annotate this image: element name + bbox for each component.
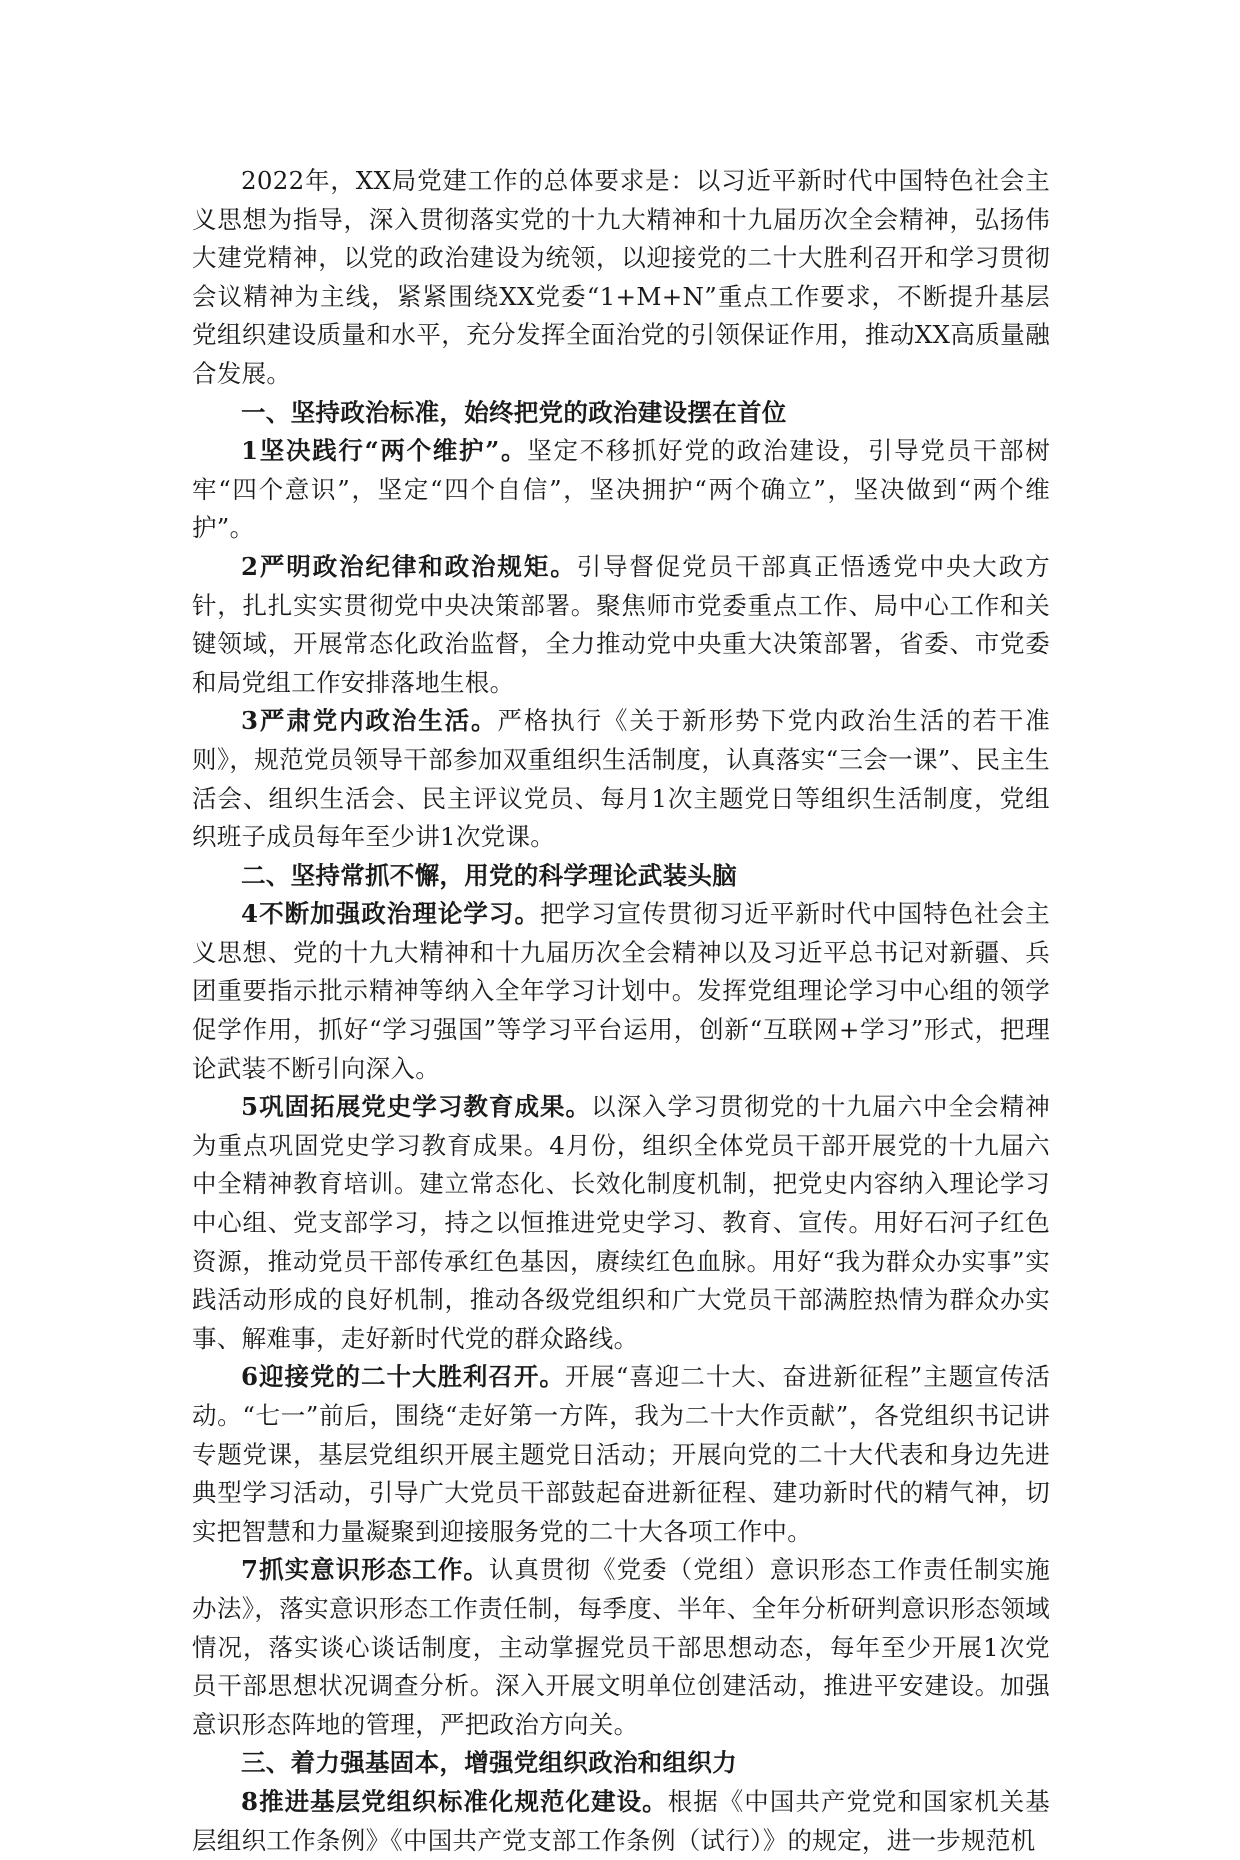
section-2-heading: 二、坚持常抓不懈，用党的科学理论武装头脑 [241,860,737,890]
item-1-lead: 1坚决践行“两个维护”。 [241,436,528,466]
intro-paragraph: 2022年，XX局党建工作的总体要求是：以习近平新时代中国特色社会主义思想为指导，深入贯彻落实党的十九大精神和十九届历次全会精神，弘扬伟大建党精神，以党的政治建设为统领，以迎接党的二十大胜利召开和学习贯彻会议精神为主线，紧紧围绕XX党委“1+M+N”重点工作要求，不断提升基层党组织建设质量和水平，充分发挥全面治党的引领保证作用，推动XX高质量融合发展。 [192,166,1050,388]
item-8-body: 根据《中国共产党党和国家机关基层组织工作条例》《中国共产党支部工作条例（试行）》的规定，进一步规范机 [192,1786,1051,1855]
section-3-heading: 三、着力强基固本，增强党组织政治和组织力 [241,1748,737,1778]
item-2-paragraph [192,548,1050,702]
item-8-paragraph [192,1783,1050,1860]
item-3-body: 严格执行《关于新形势下党内政治生活的若干准则》，规范党员领导干部参加双重组织生活制度，认真落实“三会一课”、民主生活会、组织生活会、民主评议党员、每月1次主题党日等组织生活制度，党组织班子成员每年至少讲1次党课。 [192,706,1050,852]
item-5-lead: 5巩固拓展党史学习教育成果。 [241,1092,592,1122]
item-5-paragraph [192,1088,1050,1358]
item-4-lead: 4不断加强政治理论学习。 [241,899,540,929]
item-6-body: 开展“喜迎二十大、奋进新征程”主题宣传活动。“七一”前后，围绕“走好第一方阵，我为二十大作贡献”，各党组织书记讲专题党课，基层党组织开展主题党日活动；开展向党的二十大代表和身边先进典型学习活动，引导广大党员干部鼓起奋进新征程、建功新时代的精气神，切实把智慧和力量凝聚到迎接服务党的二十大各项工作中。 [192,1362,1050,1546]
item-1-body: 坚定不移抓好党的政治建设，引导党员干部树牢“四个意识”，坚定“四个自信”，坚决拥护“两个确立”，坚决做到“两个维护”。 [192,436,1050,543]
item-2-body: 引导督促党员干部真正悟透党中央大政方针，扎扎实实贯彻党中央决策部署。聚焦师市党委重点工作、局中心工作和关键领域，开展常态化政治监督，全力推动党中央重大决策部署，省委、市党委和局党组工作安排落地生根。 [192,551,1050,697]
item-7-lead: 7抓实意识形态工作。 [241,1555,489,1585]
item-6-lead: 6迎接党的二十大胜利召开。 [241,1362,565,1392]
item-8-lead: 8推进基层党组织标准化规范化建设。 [241,1786,668,1816]
item-5-body: 以深入学习贯彻党的十九届六中全会精神为重点巩固党史学习教育成果。4月份，组织全体党员干部开展党的十九届六中全精神教育培训。建立常态化、长效化制度机制，把党史内容纳入理论学习中心组、党支部学习，持之以恒推进党史学习、教育、宣传。用好石河子红色资源，推动党员干部传承红色基因，赓续红色血脉。用好“我为群众办实事”实践活动形成的良好机制，推动各级党组织和广大党员干部满腔热情为群众办实事、解难事，走好新时代党的群众路线。 [192,1092,1050,1353]
item-6-paragraph [192,1358,1050,1551]
item-3-paragraph [192,702,1050,856]
item-3-lead: 3严肃党内政治生活。 [241,706,498,736]
item-4-body: 把学习宣传贯彻习近平新时代中国特色社会主义思想、党的十九大精神和十九届历次全会精神以及习近平总书记对新疆、兵团重要指示批示精神等纳入全年学习计划中。发挥党组理论学习中心组的领学促学作用，抓好“学习强国”等学习平台运用，创新“互联网+学习”形式，把理论武装不断引向深入。 [192,899,1050,1083]
item-7-body: 认真贯彻《党委（党组）意识形态工作责任制实施办法》，落实意识形态工作责任制，每季度、半年、全年分析研判意识形态领域情况，落实谈心谈话制度，主动掌握党员干部思想动态，每年至少开展1次党员干部思想状况调查分析。深入开展文明单位创建活动，推进平安建设。加强意识形态阵地的管理，严把政治方向关。 [192,1555,1050,1739]
item-4-paragraph [192,895,1050,1088]
item-2-lead: 2严明政治纪律和政治规矩。 [241,551,577,581]
section-1-heading: 一、坚持政治标准，始终把党的政治建设摆在首位 [241,397,787,427]
item-7-paragraph [192,1551,1050,1744]
document-page [192,162,1050,1860]
item-1-paragraph [192,432,1050,548]
